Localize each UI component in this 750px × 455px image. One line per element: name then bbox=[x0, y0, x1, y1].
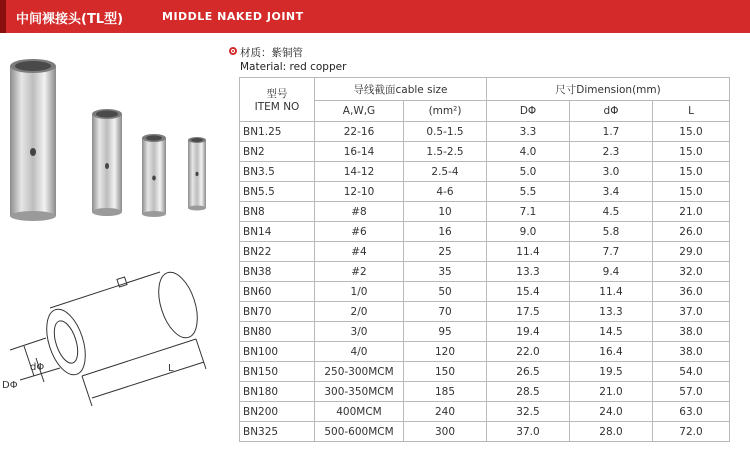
cell-D: 11.4 bbox=[487, 242, 570, 262]
cell-item: BN14 bbox=[240, 222, 315, 242]
cell-awg: #2 bbox=[315, 262, 404, 282]
cell-mm2: 0.5-1.5 bbox=[404, 122, 487, 142]
cell-L: 32.0 bbox=[653, 262, 730, 282]
cell-mm2: 1.5-2.5 bbox=[404, 142, 487, 162]
cell-D: 9.0 bbox=[487, 222, 570, 242]
cell-D: 17.5 bbox=[487, 302, 570, 322]
table-row bbox=[240, 382, 730, 402]
cell-mm2: 16 bbox=[404, 222, 487, 242]
cell-awg: 1/0 bbox=[315, 282, 404, 302]
cell-awg: #6 bbox=[315, 222, 404, 242]
header-dimension: 尺寸Dimension(mm) bbox=[487, 78, 730, 101]
material-cn: 材质：紫铜管 bbox=[240, 47, 303, 59]
cell-D: 26.5 bbox=[487, 362, 570, 382]
cell-d: 28.0 bbox=[570, 422, 653, 442]
cell-L: 21.0 bbox=[653, 202, 730, 222]
header-mm2: (mm²) bbox=[404, 101, 487, 122]
cell-D: 13.3 bbox=[487, 262, 570, 282]
cell-d: 11.4 bbox=[570, 282, 653, 302]
cell-L: 63.0 bbox=[653, 402, 730, 422]
cell-awg: 3/0 bbox=[315, 322, 404, 342]
cell-L: 72.0 bbox=[653, 422, 730, 442]
product-photo bbox=[0, 42, 225, 227]
cell-L: 36.0 bbox=[653, 282, 730, 302]
cell-d: 14.5 bbox=[570, 322, 653, 342]
cell-D: 19.4 bbox=[487, 322, 570, 342]
cell-item: BN325 bbox=[240, 422, 315, 442]
cell-D: 5.5 bbox=[487, 182, 570, 202]
cell-awg: 400MCM bbox=[315, 402, 404, 422]
cell-mm2: 70 bbox=[404, 302, 487, 322]
cell-mm2: 10 bbox=[404, 202, 487, 222]
cell-d: 3.0 bbox=[570, 162, 653, 182]
cell-mm2: 95 bbox=[404, 322, 487, 342]
cell-L: 54.0 bbox=[653, 362, 730, 382]
cell-item: BN80 bbox=[240, 322, 315, 342]
cell-L: 37.0 bbox=[653, 302, 730, 322]
cell-L: 15.0 bbox=[653, 162, 730, 182]
cell-item: BN5.5 bbox=[240, 182, 315, 202]
cell-d: 19.5 bbox=[570, 362, 653, 382]
cell-L: 15.0 bbox=[653, 122, 730, 142]
header-item-cn: 型号 bbox=[266, 88, 288, 100]
dimension-drawing bbox=[0, 258, 225, 408]
table-row bbox=[240, 282, 730, 302]
header-d: dΦ bbox=[570, 101, 653, 122]
header-item-en: ITEM NO bbox=[254, 101, 300, 113]
cell-item: BN150 bbox=[240, 362, 315, 382]
cell-d: 1.7 bbox=[570, 122, 653, 142]
cell-awg: #8 bbox=[315, 202, 404, 222]
tube-smallest bbox=[188, 137, 206, 211]
table-row bbox=[240, 142, 730, 162]
cell-D: 4.0 bbox=[487, 142, 570, 162]
table-row bbox=[240, 182, 730, 202]
cell-L: 38.0 bbox=[653, 322, 730, 342]
cell-item: BN200 bbox=[240, 402, 315, 422]
cell-d: 7.7 bbox=[570, 242, 653, 262]
cell-L: 26.0 bbox=[653, 222, 730, 242]
title-banner bbox=[0, 0, 750, 33]
cell-D: 22.0 bbox=[487, 342, 570, 362]
cell-mm2: 2.5-4 bbox=[404, 162, 487, 182]
cell-D: 7.1 bbox=[487, 202, 570, 222]
cell-awg: 4/0 bbox=[315, 342, 404, 362]
cell-awg: 250-300MCM bbox=[315, 362, 404, 382]
header-item bbox=[240, 78, 315, 122]
cell-item: BN38 bbox=[240, 262, 315, 282]
cell-D: 5.0 bbox=[487, 162, 570, 182]
cell-L: 15.0 bbox=[653, 182, 730, 202]
cell-awg: 2/0 bbox=[315, 302, 404, 322]
table-row bbox=[240, 122, 730, 142]
cell-L: 57.0 bbox=[653, 382, 730, 402]
label-L: L bbox=[168, 363, 174, 374]
table-row bbox=[240, 202, 730, 222]
cell-mm2: 185 bbox=[404, 382, 487, 402]
header-awg: A,W,G bbox=[315, 101, 404, 122]
header-D: DΦ bbox=[487, 101, 570, 122]
cell-item: BN2 bbox=[240, 142, 315, 162]
cell-d: 3.4 bbox=[570, 182, 653, 202]
cell-item: BN8 bbox=[240, 202, 315, 222]
spec-table bbox=[239, 77, 730, 442]
cell-d: 24.0 bbox=[570, 402, 653, 422]
cell-item: BN3.5 bbox=[240, 162, 315, 182]
cell-d: 13.3 bbox=[570, 302, 653, 322]
table-row bbox=[240, 162, 730, 182]
cell-awg: 16-14 bbox=[315, 142, 404, 162]
header-cable-size: 导线截面cable size bbox=[315, 78, 487, 101]
cell-item: BN100 bbox=[240, 342, 315, 362]
target-icon bbox=[229, 47, 237, 55]
table-row bbox=[240, 362, 730, 382]
table-header-row bbox=[240, 78, 730, 101]
cell-awg: 22-16 bbox=[315, 122, 404, 142]
cell-d: 9.4 bbox=[570, 262, 653, 282]
cell-mm2: 300 bbox=[404, 422, 487, 442]
table-row bbox=[240, 302, 730, 322]
cell-L: 29.0 bbox=[653, 242, 730, 262]
cell-awg: #4 bbox=[315, 242, 404, 262]
cell-D: 32.5 bbox=[487, 402, 570, 422]
table-row bbox=[240, 262, 730, 282]
cell-awg: 300-350MCM bbox=[315, 382, 404, 402]
header-L: L bbox=[653, 101, 730, 122]
cell-d: 21.0 bbox=[570, 382, 653, 402]
tube-small bbox=[142, 134, 166, 217]
table-row bbox=[240, 242, 730, 262]
table-row bbox=[240, 422, 730, 442]
cell-D: 15.4 bbox=[487, 282, 570, 302]
table-row bbox=[240, 322, 730, 342]
tube-large bbox=[10, 59, 56, 221]
cell-d: 2.3 bbox=[570, 142, 653, 162]
cell-mm2: 25 bbox=[404, 242, 487, 262]
cell-mm2: 50 bbox=[404, 282, 487, 302]
material-note bbox=[240, 46, 346, 74]
tube-medium bbox=[92, 109, 122, 216]
cell-L: 38.0 bbox=[653, 342, 730, 362]
label-d-phi: dΦ bbox=[30, 362, 45, 373]
cell-awg: 500-600MCM bbox=[315, 422, 404, 442]
cell-item: BN70 bbox=[240, 302, 315, 322]
material-en: Material: red copper bbox=[240, 61, 347, 73]
cell-D: 3.3 bbox=[487, 122, 570, 142]
cell-item: BN22 bbox=[240, 242, 315, 262]
banner-accent bbox=[0, 0, 6, 33]
cell-L: 15.0 bbox=[653, 142, 730, 162]
table-row bbox=[240, 222, 730, 242]
page-title: 中间裸接头(TL型) bbox=[16, 12, 124, 27]
table-body bbox=[240, 122, 730, 442]
cell-mm2: 35 bbox=[404, 262, 487, 282]
cell-mm2: 120 bbox=[404, 342, 487, 362]
cell-mm2: 4-6 bbox=[404, 182, 487, 202]
cell-awg: 12-10 bbox=[315, 182, 404, 202]
cell-d: 4.5 bbox=[570, 202, 653, 222]
cell-d: 5.8 bbox=[570, 222, 653, 242]
table-row bbox=[240, 402, 730, 422]
cell-D: 37.0 bbox=[487, 422, 570, 442]
page-subtitle: MIDDLE NAKED JOINT bbox=[162, 10, 304, 23]
cell-item: BN1.25 bbox=[240, 122, 315, 142]
cell-item: BN180 bbox=[240, 382, 315, 402]
cell-awg: 14-12 bbox=[315, 162, 404, 182]
cell-item: BN60 bbox=[240, 282, 315, 302]
cell-d: 16.4 bbox=[570, 342, 653, 362]
label-D-phi: DΦ bbox=[2, 380, 18, 391]
table-row bbox=[240, 342, 730, 362]
cell-D: 28.5 bbox=[487, 382, 570, 402]
cell-mm2: 150 bbox=[404, 362, 487, 382]
cell-mm2: 240 bbox=[404, 402, 487, 422]
